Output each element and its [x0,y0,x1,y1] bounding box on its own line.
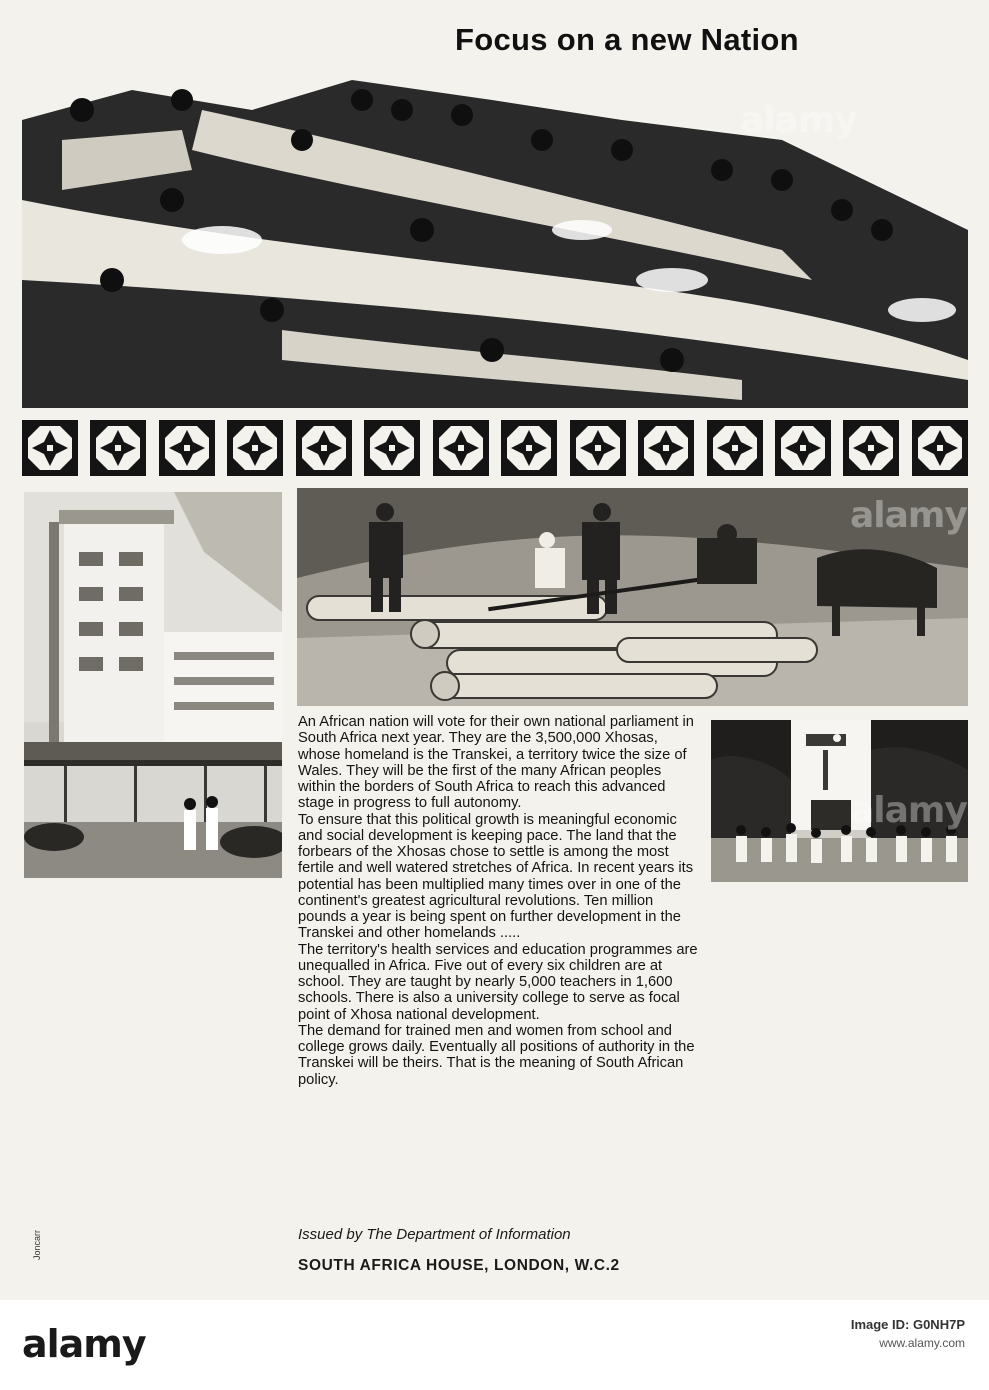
body-paragraph: To ensure that this political growth is meaningful economic and social development is keeping pace. The land that the forbears of the Xhosas chose to settle is among the most fertile and well watered stretches of Africa. In recent years its potential has been multiplied many times over in one of the continent's greatest agricultural revolutions. Ten million pounds a year is being spent on further development in the Transkei and other homelands ..... [298,811,694,942]
footer-bar [0,1300,989,1390]
border-tile [570,420,626,476]
watermark-text: alamy [740,100,857,141]
watermark-text: alamy [850,790,967,831]
headline: Focus on a new Nation [455,22,799,57]
alamy-logo: alamy [22,1322,146,1366]
parliament-chamber-photo [22,80,968,408]
border-tile [433,420,489,476]
body-paragraph: An African nation will vote for their own national parliament in South Africa next year. They are the 3,500,000 Xhosas, whose homeland is the Transkei, a territory twice the size of Wales. They will be the first of the many African peoples within the borders of South Africa to reach this advanced stage in progress to full autonomy. [298,714,694,812]
border-tile [843,420,899,476]
watermark-text: alamy [850,495,967,536]
border-tile [707,420,763,476]
image-id-label: Image ID: G0NH7P [850,1317,965,1332]
timber-workers-photo [297,488,968,706]
border-tile [775,420,831,476]
designer-credit: Joncarr [32,1229,42,1260]
border-tile [159,420,215,476]
school-children-photo [711,720,968,882]
body-paragraph: The demand for trained men and women from school and college grows daily. Eventually all positions of authority in the Transkei will be theirs. That is the meaning of South African policy. [298,1022,695,1088]
issued-by-line: Issued by The Department of Information [298,1226,571,1243]
decorative-border-strip [22,420,968,476]
article-body [298,714,698,1088]
border-tile [364,420,420,476]
hospital-building-photo [24,492,282,878]
border-tile [501,420,557,476]
footer-info [851,1316,965,1352]
body-paragraph: The territory's health services and education programmes are unequalled in Africa. Five out of every six children are at school. They are taught by nearly 5,000 teachers in 1,600 schools. There is also a university college to serve as focal point of Xhosa national development. [298,941,698,1023]
border-tile [22,420,78,476]
border-tile [638,420,694,476]
address-line: SOUTH AFRICA HOUSE, LONDON, W.C.2 [298,1257,620,1274]
border-tile [227,420,283,476]
border-tile [90,420,146,476]
border-tile [296,420,352,476]
border-tile [912,420,968,476]
site-link[interactable]: www.alamy.com [879,1336,965,1350]
